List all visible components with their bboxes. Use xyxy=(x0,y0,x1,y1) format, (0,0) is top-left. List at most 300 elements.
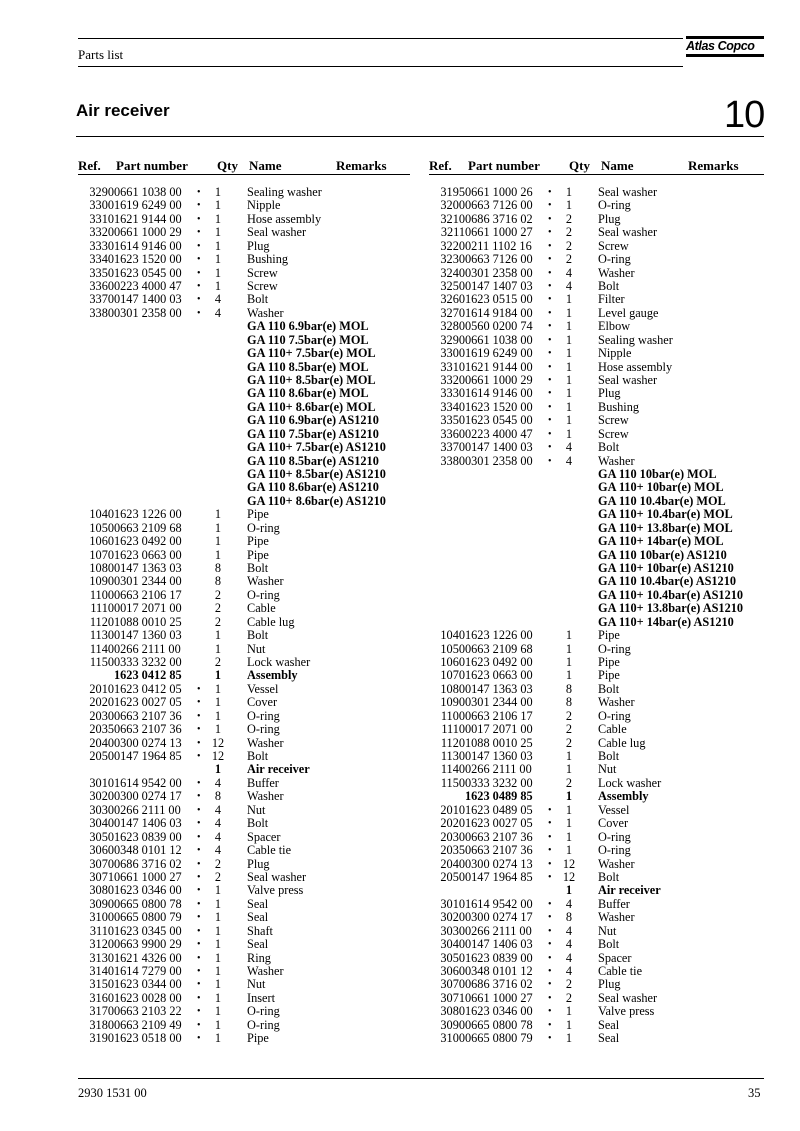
table-row xyxy=(76,629,416,643)
qty-cell: 2 xyxy=(565,735,573,750)
ref-cell: 1120 xyxy=(440,735,465,750)
part-number-cell: 0266 2111 00 xyxy=(465,923,532,938)
left-header-rule xyxy=(78,174,410,175)
ref-cell: 3110 xyxy=(89,923,114,938)
name-cell: Cover xyxy=(247,695,278,710)
name-cell: Bolt xyxy=(598,681,620,696)
qty-cell: 1 xyxy=(214,1004,222,1019)
table-row xyxy=(76,253,416,267)
bullet-mark: • xyxy=(548,818,552,830)
ref-cell: 3050 xyxy=(89,829,114,844)
name-cell: Cable lug xyxy=(598,735,646,750)
name-cell: GA 110 10.4bar(e) MOL xyxy=(598,493,726,508)
bullet-mark: • xyxy=(197,791,201,803)
name-cell: Bolt xyxy=(247,628,269,643)
qty-cell: 1 xyxy=(565,292,573,307)
name-cell: Cover xyxy=(598,816,629,831)
name-cell: Insert xyxy=(247,990,275,1005)
ref-cell: 3270 xyxy=(440,305,465,320)
name-cell: Washer xyxy=(598,265,635,280)
atlas-copco-logo xyxy=(686,36,764,58)
table-row xyxy=(76,575,416,589)
part-number-cell: 0663 2107 36 xyxy=(114,722,182,737)
qty-cell: 1 xyxy=(565,883,573,898)
bullet-mark: • xyxy=(197,737,201,749)
part-number-cell: 0147 1964 85 xyxy=(114,749,182,764)
name-cell: Bolt xyxy=(598,869,620,884)
name-cell: GA 110 8.6bar(e) MOL xyxy=(247,386,369,401)
qty-cell: 1 xyxy=(565,655,573,670)
name-cell: Valve press xyxy=(598,1004,655,1019)
ref-cell: 3290 xyxy=(89,185,114,199)
name-cell: Filter xyxy=(598,292,625,307)
qty-cell: 1 xyxy=(214,534,222,549)
name-cell: Sealing washer xyxy=(247,185,322,199)
name-cell: Seal washer xyxy=(598,990,658,1005)
name-cell: Seal xyxy=(598,1031,620,1046)
qty-cell: 1 xyxy=(565,413,573,428)
bullet-mark: • xyxy=(548,831,552,843)
name-cell: GA 110+ 13.8bar(e) AS1210 xyxy=(598,601,744,616)
qty-cell: 1 xyxy=(214,507,222,522)
ref-cell: 3060 xyxy=(440,963,465,978)
name-cell: Washer xyxy=(247,789,284,804)
name-cell: GA 110+ 10bar(e) AS1210 xyxy=(598,561,734,576)
ref-cell: 3020 xyxy=(440,910,465,925)
part-number-cell: 0300 0274 13 xyxy=(465,856,533,871)
ref-cell: 3080 xyxy=(440,1004,465,1019)
name-cell: GA 110 6.9bar(e) AS1210 xyxy=(247,413,379,428)
name-cell: Seal washer xyxy=(598,185,658,199)
part-number-cell: 0686 3716 02 xyxy=(465,211,533,226)
qty-cell: 2 xyxy=(565,722,573,737)
bullet-mark: • xyxy=(548,428,552,440)
name-cell: GA 110 6.9bar(e) MOL xyxy=(247,319,369,334)
ref-cell: 3300 xyxy=(440,346,465,361)
name-cell: O-ring xyxy=(247,722,280,737)
part-number-cell: 0147 1406 03 xyxy=(465,937,533,952)
qty-cell: 1 xyxy=(565,641,573,656)
qty-cell: 1 xyxy=(565,305,573,320)
part-number-cell: 1623 0027 05 xyxy=(465,816,533,831)
part-number-cell: 0665 0800 78 xyxy=(465,1017,533,1032)
part-number-cell: 0661 1000 27 xyxy=(465,990,533,1005)
name-cell: O-ring xyxy=(598,252,631,267)
part-number-cell: 0147 1363 03 xyxy=(465,681,533,696)
bullet-mark: • xyxy=(548,979,552,991)
name-cell: GA 110+ 7.5bar(e) AS1210 xyxy=(247,440,386,455)
ref-cell: 3300 xyxy=(89,198,114,213)
name-cell: Nut xyxy=(598,923,617,938)
bullet-mark: • xyxy=(197,227,201,239)
ref-cell: 3030 xyxy=(89,802,114,817)
bullet-mark: • xyxy=(548,240,552,252)
part-number-cell: 0300 0274 17 xyxy=(465,910,533,925)
qty-cell: 4 xyxy=(214,843,222,858)
table-row xyxy=(76,347,416,361)
qty-cell: 2 xyxy=(565,775,573,790)
qty-cell: 1 xyxy=(214,977,222,992)
name-cell: Cable tie xyxy=(598,963,643,978)
table-row xyxy=(76,978,416,992)
name-cell: Valve press xyxy=(247,883,304,898)
name-cell: GA 110+ 8.5bar(e) AS1210 xyxy=(247,467,386,482)
bullet-mark: • xyxy=(197,710,201,722)
ref-cell: 1120 xyxy=(89,614,114,629)
ref-cell: 1140 xyxy=(440,762,465,777)
table-row xyxy=(76,387,416,401)
part-number-cell: 1623 0492 00 xyxy=(114,534,182,549)
part-number-cell: 1623 0344 00 xyxy=(114,977,182,992)
name-cell: Seal xyxy=(247,910,269,925)
bullet-mark: • xyxy=(548,455,552,467)
bullet-mark: • xyxy=(197,831,201,843)
bullet-mark: • xyxy=(197,898,201,910)
part-number-cell: 1623 1520 00 xyxy=(465,399,533,414)
bullet-mark: • xyxy=(197,885,201,897)
ref-cell: 3160 xyxy=(89,990,114,1005)
qty-cell: 1 xyxy=(565,346,573,361)
bullet-mark: • xyxy=(548,267,552,279)
name-cell: Buffer xyxy=(598,896,630,911)
qty-cell: 1 xyxy=(214,668,222,683)
bullet-mark: • xyxy=(548,1006,552,1018)
name-cell: Air receiver xyxy=(598,883,661,898)
bullet-mark: • xyxy=(197,724,201,736)
table-row xyxy=(427,199,767,213)
name-cell: Nut xyxy=(247,641,266,656)
qty-cell: 1 xyxy=(214,762,222,777)
name-cell: GA 110 7.5bar(e) MOL xyxy=(247,332,369,347)
name-cell: Buffer xyxy=(247,775,279,790)
bullet-mark: • xyxy=(548,1033,552,1045)
name-cell: O-ring xyxy=(598,843,631,858)
qty-cell: 1 xyxy=(214,681,222,696)
table-row xyxy=(427,481,767,495)
name-cell: GA 110+ 10.4bar(e) MOL xyxy=(598,507,733,522)
ref-cell: 3100 xyxy=(440,1031,465,1046)
ref-cell: 3050 xyxy=(440,950,465,965)
name-cell: Seal xyxy=(247,937,269,952)
qty-cell: 1 xyxy=(214,896,222,911)
header-bottom-rule xyxy=(78,66,683,67)
ref-cell: 2040 xyxy=(440,856,465,871)
name-cell: GA 110 10.4bar(e) AS1210 xyxy=(598,574,737,589)
part-number-cell: 0661 1000 29 xyxy=(114,225,182,240)
part-number-cell: 0147 1964 85 xyxy=(465,869,533,884)
part-number-cell: 1623 0492 00 xyxy=(465,655,533,670)
bullet-mark: • xyxy=(548,1019,552,1031)
part-number-cell: 0211 1102 16 xyxy=(465,238,532,253)
ref-cell: 2050 xyxy=(440,869,465,884)
part-number-cell: 0147 1400 03 xyxy=(114,292,182,307)
ref-cell: 2030 xyxy=(89,708,114,723)
part-number-cell: 0147 1407 03 xyxy=(465,279,533,293)
bullet-mark: • xyxy=(197,254,201,266)
bullet-mark: • xyxy=(548,294,552,306)
table-row xyxy=(76,911,416,925)
table-row xyxy=(427,387,767,401)
name-cell: Nut xyxy=(247,802,266,817)
ref-cell: 3310 xyxy=(440,359,465,374)
ref-cell: 2040 xyxy=(89,735,114,750)
name-cell: GA 110+ 13.8bar(e) MOL xyxy=(598,520,733,535)
ref-cell: 3320 xyxy=(89,225,114,240)
name-cell: GA 110 8.5bar(e) MOL xyxy=(247,359,369,374)
title-rule xyxy=(76,136,764,137)
qty-cell: 2 xyxy=(214,869,222,884)
ref-cell: 1090 xyxy=(89,574,114,589)
ref-cell: 3210 xyxy=(440,211,465,226)
bullet-mark: • xyxy=(197,845,201,857)
part-number-cell: 0348 0101 12 xyxy=(114,843,182,858)
qty-cell: 1 xyxy=(565,386,573,401)
part-number-cell: 1621 9144 00 xyxy=(465,359,533,374)
name-cell: Pipe xyxy=(247,507,269,522)
part-number-cell: 1088 0010 25 xyxy=(114,614,182,629)
bullet-mark: • xyxy=(548,925,552,937)
qty-cell: 1 xyxy=(214,198,222,213)
ref-cell: 3090 xyxy=(89,896,114,911)
part-number-cell: 0661 1000 27 xyxy=(114,869,182,884)
ref-cell: 3010 xyxy=(89,775,114,790)
ref-cell: 1090 xyxy=(440,695,465,710)
name-cell: Vessel xyxy=(247,681,279,696)
part-number-cell: 1623 0412 05 xyxy=(114,681,182,696)
qty-cell: 4 xyxy=(565,923,573,938)
col-header-remarks: Remarks xyxy=(688,158,739,173)
ref-cell: 1080 xyxy=(89,561,114,576)
name-cell: GA 110+ 10.4bar(e) AS1210 xyxy=(598,587,744,602)
part-number-cell: 0300 0274 17 xyxy=(114,789,182,804)
section-number: 10 xyxy=(724,94,765,136)
table-row xyxy=(76,723,416,737)
table-row xyxy=(427,575,767,589)
table-row xyxy=(76,293,416,307)
bullet-mark: • xyxy=(197,979,201,991)
ref-cell: 3290 xyxy=(440,332,465,347)
table-row xyxy=(427,226,767,240)
name-cell: Lock washer xyxy=(247,655,311,670)
name-cell: Spacer xyxy=(247,829,281,844)
bullet-mark: • xyxy=(197,187,201,198)
qty-cell: 1 xyxy=(565,789,573,804)
bullet-mark: • xyxy=(197,965,201,977)
part-number-cell: 1623 0028 00 xyxy=(114,990,182,1005)
name-cell: Nut xyxy=(598,762,617,777)
ref-cell: 1150 xyxy=(89,655,114,670)
name-cell: O-ring xyxy=(598,829,631,844)
bullet-mark: • xyxy=(548,254,552,266)
table-row xyxy=(76,414,416,428)
ref-cell: 3260 xyxy=(440,292,465,307)
bullet-mark: • xyxy=(548,965,552,977)
name-cell: Bolt xyxy=(598,749,620,764)
bullet-mark: • xyxy=(197,777,201,789)
qty-cell: 1 xyxy=(214,990,222,1005)
part-number-cell: 0661 1000 27 xyxy=(465,225,533,240)
header-section-label: Parts list xyxy=(78,47,124,62)
table-row xyxy=(427,293,767,307)
col-header-name: Name xyxy=(249,158,282,173)
part-number-cell: 0147 1400 03 xyxy=(465,440,533,455)
name-cell: Assembly xyxy=(247,668,298,683)
qty-cell: 1 xyxy=(565,359,573,374)
qty-cell: 1 xyxy=(565,802,573,817)
name-cell: Seal washer xyxy=(247,869,307,884)
qty-cell: 4 xyxy=(565,453,573,468)
name-cell: O-ring xyxy=(598,641,631,656)
qty-cell: 4 xyxy=(565,963,573,978)
name-cell: GA 110 8.5bar(e) AS1210 xyxy=(247,453,379,468)
table-row xyxy=(427,414,767,428)
right-header-rule xyxy=(429,174,764,175)
name-cell: O-ring xyxy=(598,198,631,213)
part-number-cell: 0301 2358 00 xyxy=(465,453,533,468)
qty-cell: 4 xyxy=(214,829,222,844)
name-cell: O-ring xyxy=(247,587,280,602)
name-cell: GA 110 10bar(e) AS1210 xyxy=(598,547,727,562)
part-number-cell: 0333 3232 00 xyxy=(465,775,533,790)
table-row xyxy=(427,1005,767,1019)
name-cell: Plug xyxy=(598,977,621,992)
ref-cell: 3190 xyxy=(89,1031,114,1046)
qty-cell: 2 xyxy=(214,655,222,670)
name-cell: Washer xyxy=(247,735,284,750)
qty-cell: 1 xyxy=(565,319,573,334)
table-row xyxy=(76,858,416,872)
qty-cell: 12 xyxy=(211,749,225,764)
qty-cell: 1 xyxy=(214,695,222,710)
part-number-cell: 0661 1038 00 xyxy=(114,185,182,199)
ref-cell: 3010 xyxy=(440,896,465,911)
part-number-cell: 0223 4000 47 xyxy=(465,426,533,441)
table-row xyxy=(76,481,416,495)
name-cell: Sealing washer xyxy=(598,332,673,347)
qty-cell: 2 xyxy=(565,225,573,240)
part-number-cell: 0663 2107 36 xyxy=(114,708,182,723)
page-number: 35 xyxy=(748,1086,761,1100)
part-number-cell: 0147 1360 03 xyxy=(114,628,182,643)
ref-cell: 3240 xyxy=(440,265,465,280)
name-cell: Bolt xyxy=(247,749,269,764)
qty-cell: 1 xyxy=(214,628,222,643)
ref-cell: 3150 xyxy=(89,977,114,992)
qty-cell: 8 xyxy=(214,789,222,804)
qty-cell: 4 xyxy=(565,265,573,280)
table-row xyxy=(427,441,767,455)
part-number-cell: 1621 9144 00 xyxy=(114,211,182,226)
name-cell: Cable lug xyxy=(247,614,295,629)
ref-cell: 2035 xyxy=(89,722,114,737)
name-cell: GA 110+ 8.6bar(e) AS1210 xyxy=(247,493,386,508)
table-row xyxy=(76,320,416,334)
name-cell: O-ring xyxy=(247,708,280,723)
qty-cell: 2 xyxy=(214,614,222,629)
part-number-cell: 0301 2344 00 xyxy=(114,574,182,589)
bullet-mark: • xyxy=(197,697,201,709)
ref-cell: 3360 xyxy=(440,426,465,441)
bullet-mark: • xyxy=(197,925,201,937)
qty-cell: 4 xyxy=(214,816,222,831)
ref-cell: 1110 xyxy=(90,601,114,616)
qty-cell: 1 xyxy=(214,265,222,280)
ref-cell: 3040 xyxy=(440,937,465,952)
qty-cell: 4 xyxy=(214,802,222,817)
table-row xyxy=(427,602,767,616)
ref-cell: 2010 xyxy=(89,681,114,696)
name-cell: Bolt xyxy=(247,816,269,831)
qty-cell: 1 xyxy=(214,883,222,898)
table-row xyxy=(427,508,767,522)
ref-cell: 2020 xyxy=(440,816,465,831)
qty-cell: 1 xyxy=(565,399,573,414)
part-number-cell: 1623 0345 00 xyxy=(114,923,182,938)
name-cell: Screw xyxy=(598,238,629,253)
part-number-cell: 0665 0800 79 xyxy=(114,910,182,925)
name-cell: Bolt xyxy=(598,937,620,952)
ref-cell: 1150 xyxy=(440,775,465,790)
name-cell: Seal washer xyxy=(598,373,658,388)
name-cell: Pipe xyxy=(598,668,620,683)
qty-cell: 1 xyxy=(214,641,222,656)
qty-cell: 2 xyxy=(565,238,573,253)
bullet-mark: • xyxy=(548,348,552,360)
table-row xyxy=(427,723,767,737)
name-cell: GA 110+ 14bar(e) AS1210 xyxy=(598,614,734,629)
table-row xyxy=(76,750,416,764)
bullet-mark: • xyxy=(197,267,201,279)
part-number-cell: 1619 6249 00 xyxy=(465,346,533,361)
bullet-mark: • xyxy=(548,939,552,951)
bullet-mark: • xyxy=(548,415,552,427)
qty-cell: 1 xyxy=(214,520,222,535)
qty-cell: 1 xyxy=(565,762,573,777)
bullet-mark: • xyxy=(548,401,552,413)
part-number-cell: 0665 0800 78 xyxy=(114,896,182,911)
name-cell: GA 110+ 7.5bar(e) MOL xyxy=(247,346,376,361)
part-number-cell: 1623 0515 00 xyxy=(465,292,533,307)
ref-cell: 3071 xyxy=(89,869,114,884)
ref-cell: 2030 xyxy=(440,829,465,844)
bullet-mark: • xyxy=(197,804,201,816)
ref-cell: 1050 xyxy=(440,641,465,656)
name-cell: Nut xyxy=(247,977,266,992)
part-number-cell: 0663 2106 17 xyxy=(114,587,182,602)
bullet-mark: • xyxy=(197,939,201,951)
qty-cell: 4 xyxy=(565,440,573,455)
part-number-cell: 1623 0518 00 xyxy=(114,1031,182,1046)
logo-text: Atlas Copco xyxy=(686,39,755,53)
name-cell: Seal washer xyxy=(247,225,307,240)
name-cell: Nipple xyxy=(247,198,281,213)
ref-cell: 3211 xyxy=(440,225,465,240)
bullet-mark: • xyxy=(197,992,201,1004)
name-cell: Air receiver xyxy=(247,762,310,777)
ref-cell: 1060 xyxy=(440,655,465,670)
ref-cell: 3195 xyxy=(440,185,465,199)
qty-cell: 2 xyxy=(565,990,573,1005)
bullet-mark: • xyxy=(548,871,552,883)
part-number-cell: 0663 2107 36 xyxy=(465,829,533,844)
ref-cell: 2010 xyxy=(440,802,465,817)
part-number-cell: 1614 9184 00 xyxy=(465,305,533,320)
ref-cell: 1040 xyxy=(89,507,114,522)
bullet-mark: • xyxy=(197,307,201,319)
qty-cell: 1 xyxy=(565,628,573,643)
name-cell: Screw xyxy=(247,279,278,293)
part-number-cell: 1614 9146 00 xyxy=(465,386,533,401)
